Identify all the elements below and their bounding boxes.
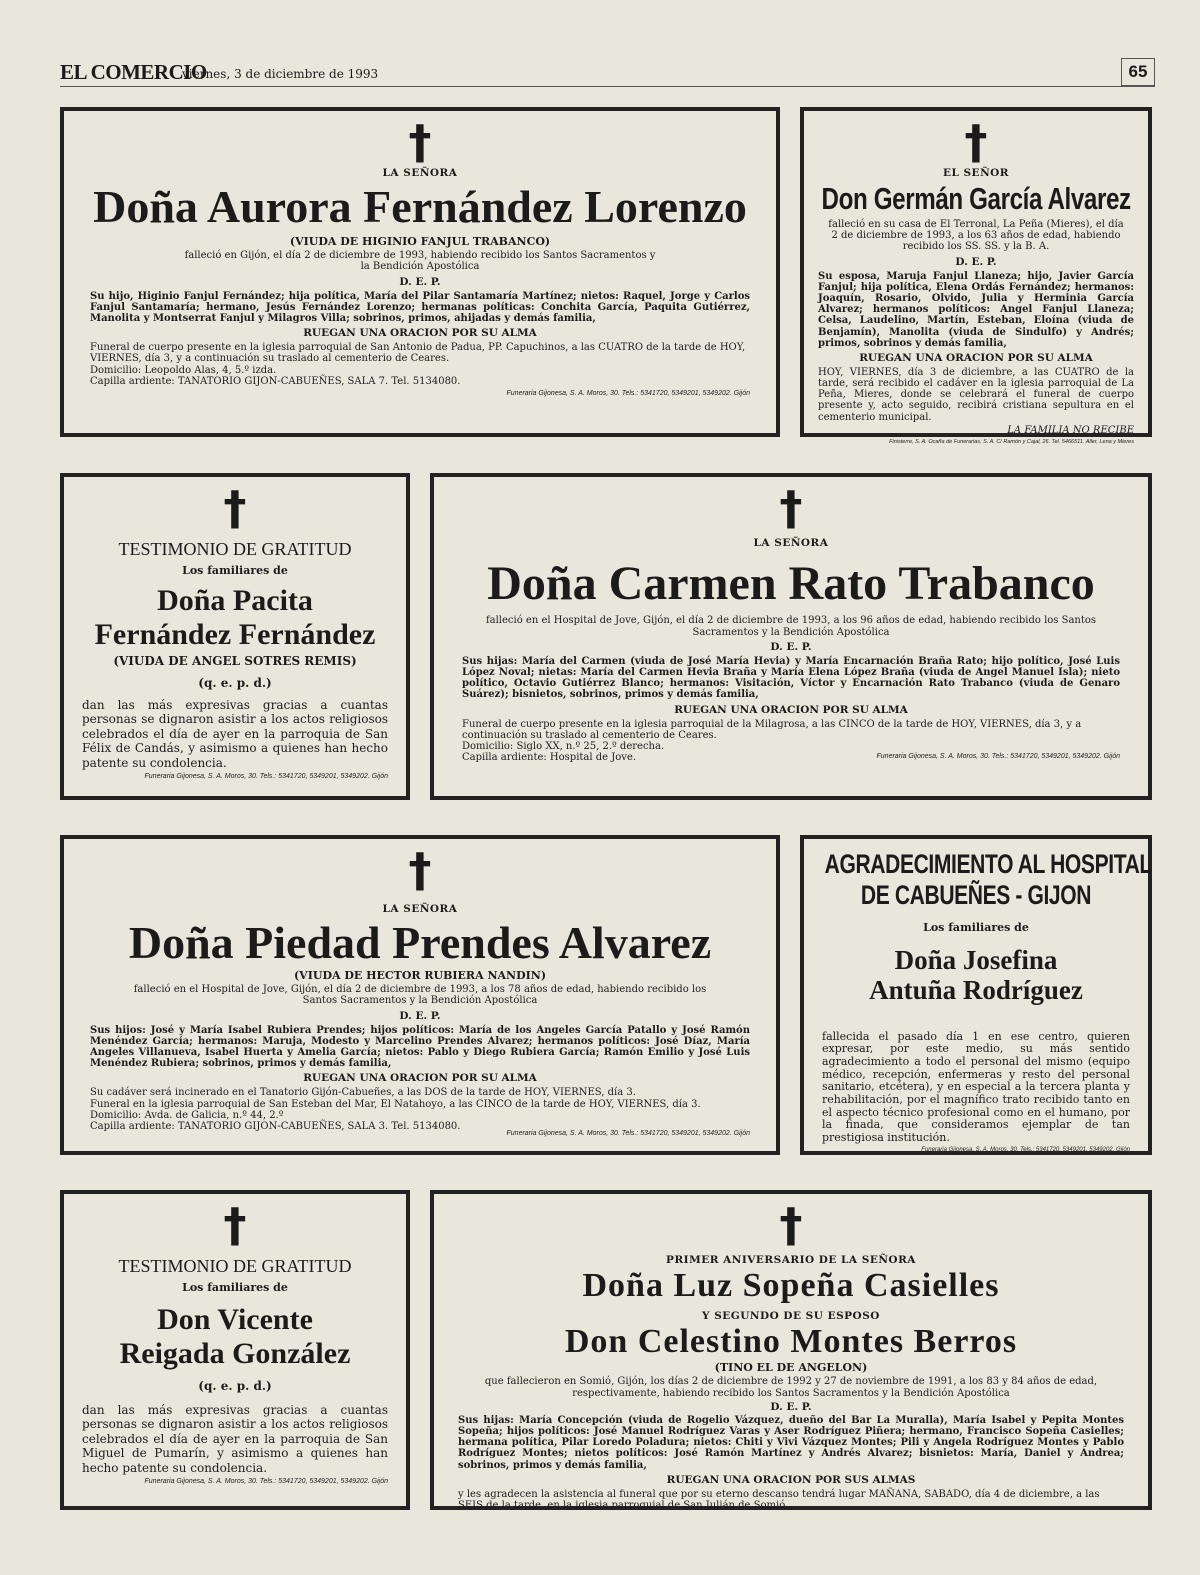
deceased-name-line-2: Antuña Rodríguez xyxy=(869,975,1083,1006)
gratitude-heading-line-2: DE CABUEÑES - GIJON xyxy=(860,880,1092,910)
gratitude-heading-line-1: AGRADECIMIENTO AL HOSPITAL xyxy=(824,849,1152,879)
gratitude-body: dan las más expresivas gracias a cuantas personas se dignaron asistir a los actos religiosos celebrados el día de ayer en la parroquia de San Miguel de Pumarín, y asimismo a quienes han hecho patente su condolencia. xyxy=(82,1403,388,1475)
masthead: EL COMERCIO xyxy=(60,60,207,84)
issue-date: viernes, 3 de diciembre de 1993 xyxy=(182,67,379,81)
cremation-line: Su cadáver será incinerado en el Tanatorio Gijón-Cabueñes, a las DOS de la tarde de HOY, VIERNES, día 3. xyxy=(90,1087,636,1099)
death-statement: falleció en el Hospital de Jove, Gijón, el día 2 de diciembre de 1993, a los 96 años de edad, habiendo recibido los Santos Sacramentos y la Bendición Apostólica xyxy=(485,615,1097,638)
notice-tag: EL SEÑOR xyxy=(942,167,1010,179)
widow-line: (VIUDA DE HIGINIO FANJUL TRABANCO) xyxy=(289,235,551,249)
gratitude-body: dan las más expresivas gracias a cuantas personas se dignaron asistir a los actos religiosos celebrados el día de ayer en la parroquia de San Félix de Candás, y asimismo a quienes han hecho patente su condolencia. xyxy=(82,698,388,770)
funeral-details xyxy=(90,1087,750,1132)
domicile-line: Domicilio: Avda. de Galicia, n.º 44, 2.º xyxy=(90,1109,284,1121)
funeral-line: Funeral en la iglesia parroquial de San Esteban del Mar, El Natahoyo, a las CINCO de la tarde de HOY, VIERNES, día 3. xyxy=(90,1098,701,1110)
funeral-home: Funeraria Gijonesa, S. A. Moros, 30. Tels.: 5341720, 5349201, 5349202. Gijón xyxy=(144,772,388,780)
funeral-details: HOY, VIERNES, día 3 de diciembre, a las CUATRO de la tarde, será recibido el cadáver en la iglesia parroquial de La Peña, Mieres, donde se celebrará el funeral de cuerpo presente y, acto seguido, recibirá cristiana sepultura en el cementerio municipal. xyxy=(818,366,1134,423)
qepd-line: (q. e. p. d.) xyxy=(198,676,272,690)
nickname-line: (TINO EL DE ANGELON) xyxy=(714,1361,868,1375)
obituary-carmen-rato xyxy=(430,473,1152,800)
family-list: Sus hijas: María Concepción (viuda de Rogelio Vázquez, dueño del Bar La Muralla), María Isabel y Pepita Montes Sopeña; hijos políticos: José Manuel Rodríguez Varas y Aser Rodríguez Piñera; hermano, Francisco Sopeña Casielles; hermana política, Pilar Loredo Poladura; nietos: Chiti y Vivi Vázquez Montes; Pili y Angela Rodríguez Montes y Pablo Rodríguez Montes; nietos políticos: José Ramón Martínez y Andrés Alvarez; bisnietos: María, Daniel y Andrea; sobrinos, primos y demás familia, xyxy=(458,1414,1124,1471)
widow-line: (VIUDA DE HECTOR RUBIERA NANDIN) xyxy=(293,969,547,983)
deceased-name-line-1: Don Vicente xyxy=(157,1303,313,1336)
obituary-piedad-prendes xyxy=(60,835,780,1155)
cross-icon: † xyxy=(779,1198,803,1252)
deceased-name-line-2: Reigada González xyxy=(119,1336,351,1370)
cross-icon: † xyxy=(779,481,803,535)
domicile-line: Domicilio: Siglo XX, n.º 25, 2.º derecha. xyxy=(462,740,665,752)
death-statement: falleció en Gijón, el día 2 de diciembre de 1993, habiendo recibido los Santos Sacramentos y la Bendición Apostólica xyxy=(184,250,656,273)
deceased-name: Doña Luz Sopeña Casielles xyxy=(582,1267,1000,1304)
dep-line: D. E. P. xyxy=(770,640,812,653)
deceased-name: Doña Carmen Rato Trabanco xyxy=(487,557,1095,610)
deceased-name: Don Germán García Alvarez xyxy=(821,181,1131,216)
obituary-aurora-fernandez xyxy=(60,107,780,437)
cross-icon: † xyxy=(223,481,247,535)
page-header xyxy=(60,60,1155,87)
funeral-details xyxy=(90,342,750,387)
death-statement: falleció en el Hospital de Jove, Gijón, el día 2 de diciembre de 1993, a los 78 años de edad, habiendo recibido los Santos Sacramentos y la Bendición Apostólica xyxy=(133,984,707,1007)
notice-tag: LA SEÑORA xyxy=(753,537,829,549)
deceased-name-2: Don Celestino Montes Berros xyxy=(564,1322,1018,1360)
funeral-home: Funeraria Gijonesa, S. A. Moros, 30. Tels.: 5341720, 5349201, 5349202. Gijón xyxy=(144,1477,388,1485)
page-number: 65 xyxy=(1121,58,1155,86)
gratitude-pacita-fernandez xyxy=(60,473,410,800)
prayer-request: RUEGAN UNA ORACION POR SU ALMA xyxy=(303,1072,537,1085)
funeral-details: y les agradecen la asistencia al funeral que por su eterno descanso tendrá lugar MAÑANA, SABADO, día 4 de diciembre, a las SEIS de la tarde, en la iglesia parroquial de San Julián de Somió. xyxy=(458,1488,1100,1511)
family-list: Sus hijas: María del Carmen (viuda de José María Hevia) y María Encarnación Braña Rato; hijo político, José Luis López Noval; nietas: María del Carmen Hevia Braña y María Elena López Braña (viuda de Angel Manuel Isla); nieto político, Octavio Gutiérrez Blanco; hermanos: Visitación, Víctor y Encarnación Rato Trabanco (viuda de Genaro Suárez); bisnietos, sobrinos, primos y demás familia, xyxy=(462,655,1120,701)
funeral-line: Funeral de cuerpo presente en la iglesia parroquial de San Antonio de Padua, PP. Capuchinos, a las CUATRO de la tarde de HOY, VIERNES, día 3, y a continuación su traslado al cementerio de Ceares. xyxy=(90,342,746,365)
prayer-request: RUEGAN UNA ORACION POR SU ALMA xyxy=(303,327,537,340)
notice-tag: LA SEÑORA xyxy=(382,903,458,915)
funeral-home: Funeraria Gijonesa, S. A. Moros, 30. Tels.: 5341720, 5349201, 5349202. Gijón xyxy=(506,1130,750,1138)
chapel-line: Capilla ardiente: TANATORIO GIJON-CABUEÑES, SALA 7. Tel. 5134080. xyxy=(90,375,461,387)
notice-tag: LA SEÑORA xyxy=(382,167,458,179)
funeral-home: Funeraria Gijonesa, S. A. Moros, 30. Tels.: 5341720, 5349201, 5349202. Gijón xyxy=(876,753,1120,761)
prayer-request: RUEGAN UNA ORACION POR SU ALMA xyxy=(859,351,1093,364)
family-list: Su hijo, Higinio Fanjul Fernández; hija política, María del Pilar Santamaría Martínez; nietos: Raquel, Jorge y Carlos Fanjul Santamaría; hermano, Jesús Fernández Lorenzo; hermanas políticas: Conchita García, Paquita Gutiérrez, Manolita y Montserrat Fanjul y Milagros Villa; sobrinos, primos, ahijadas y demás familia, xyxy=(90,290,750,325)
deceased-name-line-2: Fernández Fernández xyxy=(94,617,376,651)
death-statement: que fallecieron en Somió, Gijón, los días 2 de diciembre de 1992 y 27 de noviembre de 1991, a los 83 y 84 años de edad, respectivamente, habiendo recibido los Santos Sacramentos y la Bendición Apostólica xyxy=(484,1376,1098,1399)
gratitude-vicente-reigada xyxy=(60,1190,410,1510)
funeral-home: Finisterre, S. A. Ocaña de Funerarias, S. A. C/ Ramón y Cajal, 26. Tel. 5466511. Aller, Lena y Mieres xyxy=(889,438,1134,445)
chapel-line: Capilla ardiente: TANATORIO GIJON-CABUEÑES, SALA 3. Tel. 5134080. xyxy=(90,1120,461,1132)
prayer-request: RUEGAN UNA ORACION POR SUS ALMAS xyxy=(666,1473,916,1486)
qepd-line: (q. e. p. d.) xyxy=(198,1379,272,1393)
family-list: Su esposa, Maruja Fanjul Llaneza; hijo, Javier García Fanjul; hija política, Elena Ordás Fernández; hermanos: Joaquín, Rosario, Olvido, Julia y Herminia García Alvarez; hermanos políticos: Angel Fanjul Llaneza; Celsa, Laudelino, Martín, Esteban, Eloína (viuda de Benjamín), Manolita (viuda de Sindulfo) y Andrés; primos, sobrinos y demás familia, xyxy=(818,270,1134,349)
cross-icon: † xyxy=(408,115,432,169)
family-no-receive: LA FAMILIA NO RECIBE xyxy=(1007,424,1134,436)
gratitude-heading: TESTIMONIO DE GRATITUD xyxy=(118,1256,352,1276)
dep-line: D. E. P. xyxy=(399,1009,441,1022)
dep-line: D. E. P. xyxy=(399,275,441,288)
chapel-line: Capilla ardiente: Hospital de Jove. xyxy=(462,752,637,764)
family-intro: Los familiares de xyxy=(182,564,288,577)
notice-tag-2: Y SEGUNDO DE SU ESPOSO xyxy=(702,1309,880,1322)
dep-line: D. E. P. xyxy=(770,1400,812,1413)
cross-icon: † xyxy=(408,843,432,897)
deceased-name: Doña Piedad Prendes Alvarez xyxy=(128,917,712,968)
dep-line: D. E. P. xyxy=(955,255,997,268)
prayer-request: RUEGAN UNA ORACION POR SU ALMA xyxy=(674,703,908,716)
death-statement: falleció en su casa de El Terronal, La Peña (Mieres), el día 2 de diciembre de 1993, a los 63 años de edad, habiendo recibido los SS. SS. y la B. A. xyxy=(828,219,1124,253)
notice-tag: PRIMER ANIVERSARIO DE LA SEÑORA xyxy=(666,1254,916,1266)
deceased-name: Doña Aurora Fernández Lorenzo xyxy=(93,181,747,232)
domicile-line: Domicilio: Leopoldo Alas, 4, 5.º izda. xyxy=(90,364,277,376)
obituary-german-garcia xyxy=(800,107,1152,445)
anniversary-sopena-montes xyxy=(430,1190,1152,1510)
cross-icon: † xyxy=(223,1198,247,1252)
deceased-name-line-1: Doña Josefina xyxy=(894,945,1058,975)
gratitude-hospital-cabuenes xyxy=(800,835,1152,1155)
widow-line: (VIUDA DE ANGEL SOTRES REMIS) xyxy=(113,654,357,668)
cross-icon: † xyxy=(964,115,988,169)
funeral-home: Funeraria Gijonesa, S. A. Moros, 30. Tels.: 5341720, 5349201, 5349202. Gijón xyxy=(506,389,750,397)
family-intro: Los familiares de xyxy=(182,1281,288,1294)
deceased-name-line-1: Doña Pacita xyxy=(157,584,313,617)
family-intro: Los familiares de xyxy=(923,921,1029,934)
funeral-home: Funeraria Gijonesa, S. A. Moros, 30. Tels.: 5341720, 5349201, 5349202. Gijón xyxy=(921,1147,1130,1154)
gratitude-body: fallecida el pasado día 1 en ese centro, quieren expresar, por este medio, su más sentido agradecimiento a todo el personal del mismo (equipo médico, recepción, enfermeras y resto del personal sanitario, etcétera), y en especial a la tercera planta y rehabilitación, por el magnífico trato recibido tanto en el aspecto técnico profesional como en el humano, por la finada, que consideramos ejemplar de tan prestigiosa institución. xyxy=(822,1029,1130,1144)
funeral-line: Funeral de cuerpo presente en la iglesia parroquial de la Milagrosa, a las CINCO de la tarde de HOY, VIERNES, día 3, y a continuación su traslado al cementerio de Ceares. xyxy=(462,718,1082,741)
gratitude-heading: TESTIMONIO DE GRATITUD xyxy=(118,539,352,559)
family-list: Sus hijos: José y María Isabel Rubiera Prendes; hijos políticos: María de los Angeles García Patallo y José Ramón Menéndez García; hermanos: Maruja, Modesto y Marcelino Prendes Alvarez; hermanos políticos: José Díaz, María Angeles Villanueva, Isabel Huerta y Amelia García; nietos: Pablo y Diego Rubiera García; Ramón Emilio y José Luis Menéndez Rubiera; sobrinos, primos y demás familia, xyxy=(90,1024,750,1070)
